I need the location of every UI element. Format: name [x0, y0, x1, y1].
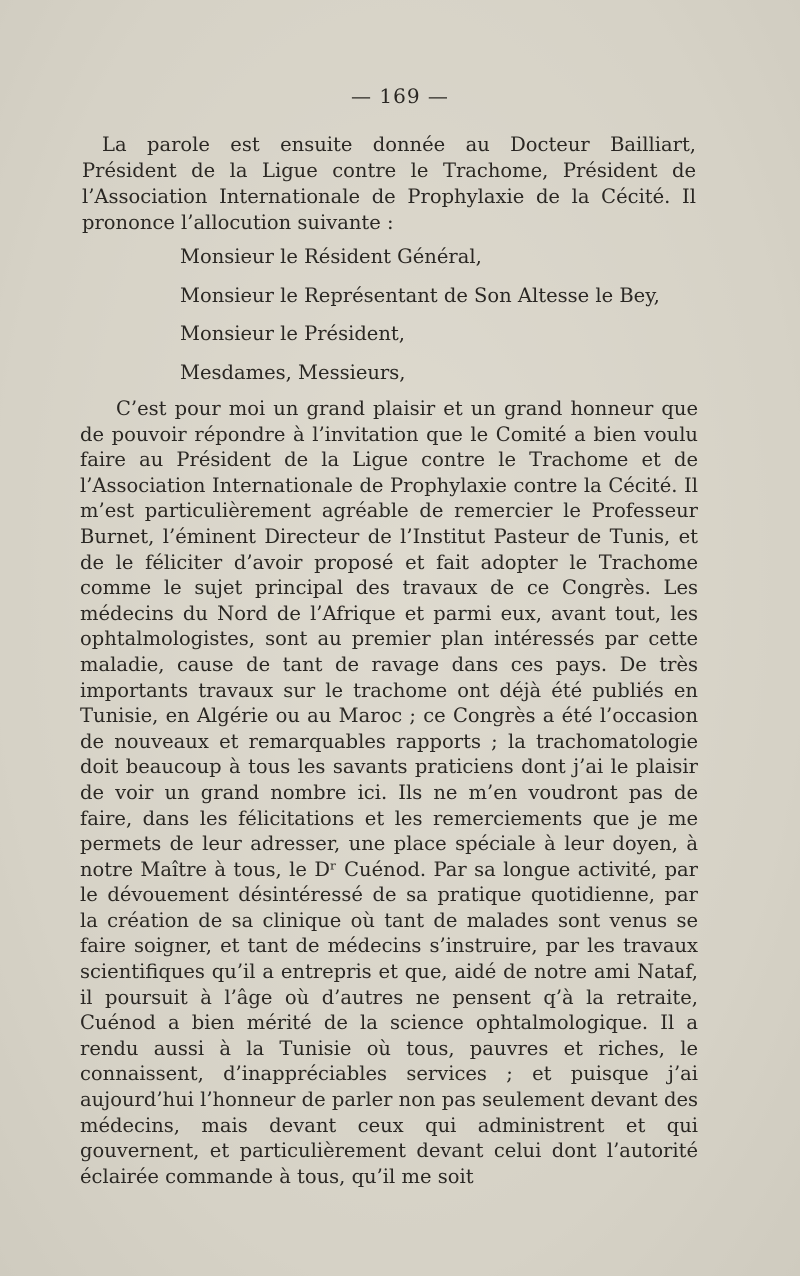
speech-paragraph [80, 396, 698, 1189]
salutation-line: Monsieur le Résident Général, [180, 245, 482, 268]
intro-paragraph [82, 132, 696, 236]
salutation-line: Monsieur le Président, [180, 322, 405, 345]
salutation-block [180, 238, 660, 392]
salutation-line: Mesdames, Messieurs, [180, 360, 406, 384]
page-number: — 169 — [351, 84, 449, 108]
intro-text: La parole est ensuite donnée au Docteur Bailliart, Président de la Ligue contre le Trachome, Président de l’Association Internationale de Prophylaxie de la Cécité. Il prononce l’allocution suivante : [82, 133, 696, 234]
salutation-line: Monsieur le Représentant de Son Altesse le Bey, [180, 283, 660, 307]
speech-text: C’est pour moi un grand plaisir et un grand honneur que de pouvoir répondre à l’invitation que le Comité a bien voulu faire au Président de la Ligue contre le Trachome et de l’Association Internationale de Prophylaxie contre la Cécité. Il m’est particulièrement agréable de remercier le Professeur Burnet, l’éminent Directeur de l’Institut Pasteur de Tunis, et de le féliciter d’avoir proposé et fait adopter le Trachome comme le sujet principal des travaux de ce Congrès. Les médecins du Nord de l’Afrique et parmi eux, avant tout, les ophtalmologistes, sont au premier plan intéressés par cette maladie, cause de tant de ravage dans ces pays. De très importants travaux sur le trachome ont déjà été publiés en Tunisie, en Algérie ou au Maroc ; ce Congrès a été l’occasion de nouveaux et remarquables rapports ; la trachomatologie doit beaucoup à tous les savants praticiens dont j’ai le plaisir de voir un grand nombre ici. Ils ne m’en voudront pas de faire, dans les félicitations et les remerciements que je me permets de leur adresser, une place spéciale à leur doyen, à notre Maître à tous, le Dʳ Cuénod. Par sa longue activité, par le dévouement désintéressé de sa pratique quotidienne, par la création de sa clinique où tant de malades sont venus se faire soigner, et tant de médecins s’instruire, par les travaux scientifiques qu’il a entrepris et que, aidé de notre ami Nataf, il poursuit à l’âge où d’autres ne pensent q’à la retraite, Cuénod a bien mérité de la science ophtalmologique. Il a rendu aussi à la Tunisie où tous, pauvres et riches, le connaissent, d’inappréciables services ; et puisque j’ai aujourd’hui l’honneur de parler non pas seulement devant des médecins, mais devant ceux qui administrent et qui gouvernent, et particulièrement devant celui dont l’autorité éclairée commande à tous, qu’il me soit [80, 397, 698, 1188]
